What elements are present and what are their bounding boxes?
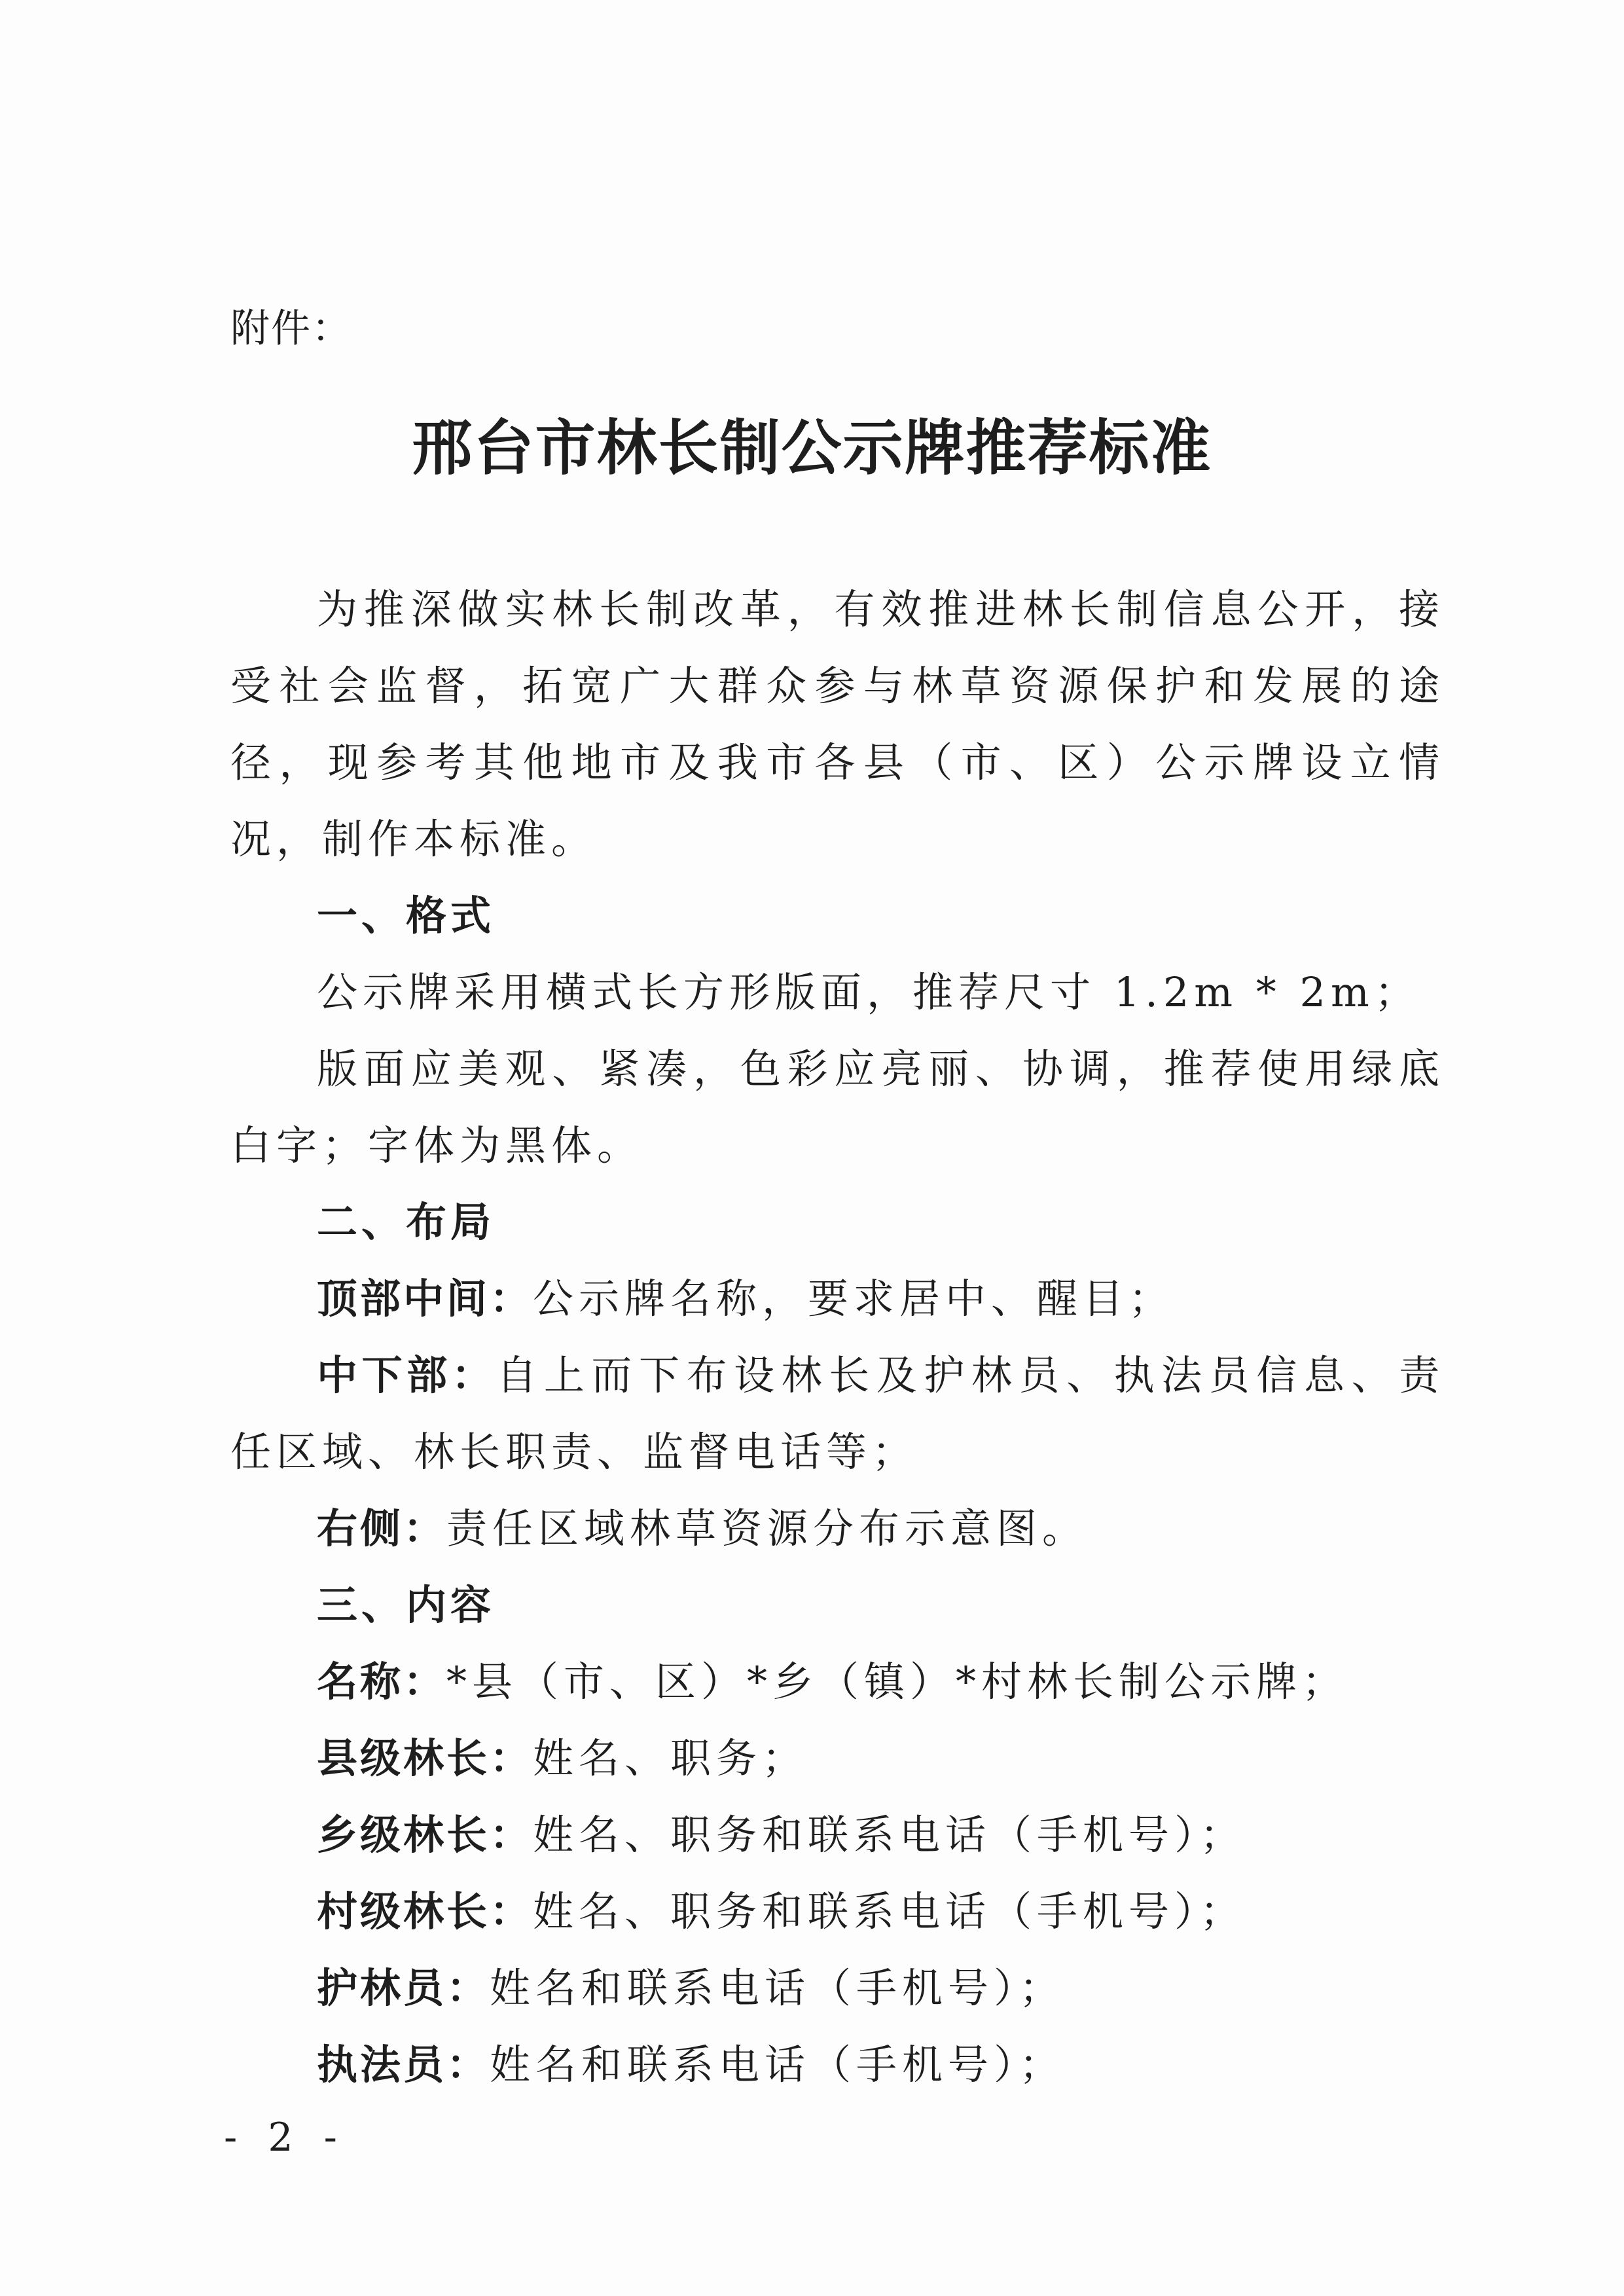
section-heading-format: 一、格式 (317, 892, 496, 939)
content-term: 县级林长 (317, 1734, 490, 1782)
content-item-law-enforcer (230, 2026, 1445, 2103)
content-term: 护林员 (317, 1964, 447, 2012)
layout-term: 顶部中间 (317, 1275, 490, 1322)
content-item-county-chief (230, 1720, 1445, 1796)
term-separator: ： (490, 1734, 533, 1782)
format-paragraph-style: 版面应美观、紧凑，色彩应亮丽、协调，推荐使用绿底白字；字体为黑体。 (230, 1045, 1445, 1169)
content-term: 名称 (317, 1658, 404, 1705)
content-text: 姓名和联系电话（手机号）； (490, 2041, 1066, 2088)
content-text: 姓名和联系电话（手机号）； (490, 1964, 1066, 2012)
layout-term: 中下部 (317, 1351, 452, 1399)
format-paragraph-size: 公示牌采用横式长方形版面，推荐尺寸 1.2m * 2m； (317, 968, 1420, 1016)
term-separator: ： (446, 1964, 490, 2012)
content-term: 村级林长 (317, 1887, 490, 1935)
attachment-label: 附件： (230, 306, 352, 352)
term-separator: ： (403, 1504, 447, 1552)
term-separator: ： (490, 1275, 533, 1322)
term-separator: ： (451, 1351, 497, 1399)
content-item-forest-ranger (230, 1950, 1445, 2026)
layout-item-right (230, 1490, 1445, 1567)
section-heading-content: 三、内容 (317, 1581, 496, 1629)
term-separator: ： (490, 1811, 533, 1859)
intro-paragraph: 为推深做实林长制改革，有效推进林长制信息公开，接受社会监督，拓宽广大群众参与林草资源保护和发展的途径，现参考其他地市及我市各县（市、区）公示牌设立情况，制作本标准。 (230, 585, 1445, 863)
layout-term: 右侧 (317, 1504, 404, 1552)
content-item-village-chief (230, 1873, 1445, 1950)
section-heading-layout: 二、布局 (317, 1198, 496, 1246)
layout-item-middle (230, 1337, 1445, 1490)
term-separator: ： (403, 1658, 447, 1705)
content-item-name (230, 1643, 1445, 1720)
term-separator: ： (490, 1887, 533, 1935)
layout-text: 自上而下布设林长及护林员、执法员信息、责任区域、林长职责、监督电话等； (230, 1351, 1445, 1476)
page-number: - 2 - (224, 2115, 346, 2160)
content-text: 姓名、职务和联系电话（手机号）； (533, 1887, 1246, 1935)
content-text: *县（市、区）*乡（镇）*村林长制公示牌； (446, 1658, 1348, 1705)
document-title: 邢台市林长制公示牌推荐标准 (412, 413, 1212, 483)
content-item-township-chief (230, 1796, 1445, 1873)
layout-text: 公示牌名称，要求居中、醒目； (533, 1275, 1175, 1322)
content-term: 乡级林长 (317, 1811, 490, 1859)
content-text: 姓名、职务； (533, 1734, 808, 1782)
content-term: 执法员 (317, 2041, 447, 2088)
content-text: 姓名、职务和联系电话（手机号）； (533, 1811, 1246, 1859)
layout-item-top (230, 1260, 1445, 1337)
term-separator: ： (446, 2041, 490, 2088)
document-body (230, 571, 1445, 2103)
layout-text: 责任区域林草资源分布示意图。 (446, 1504, 1089, 1552)
